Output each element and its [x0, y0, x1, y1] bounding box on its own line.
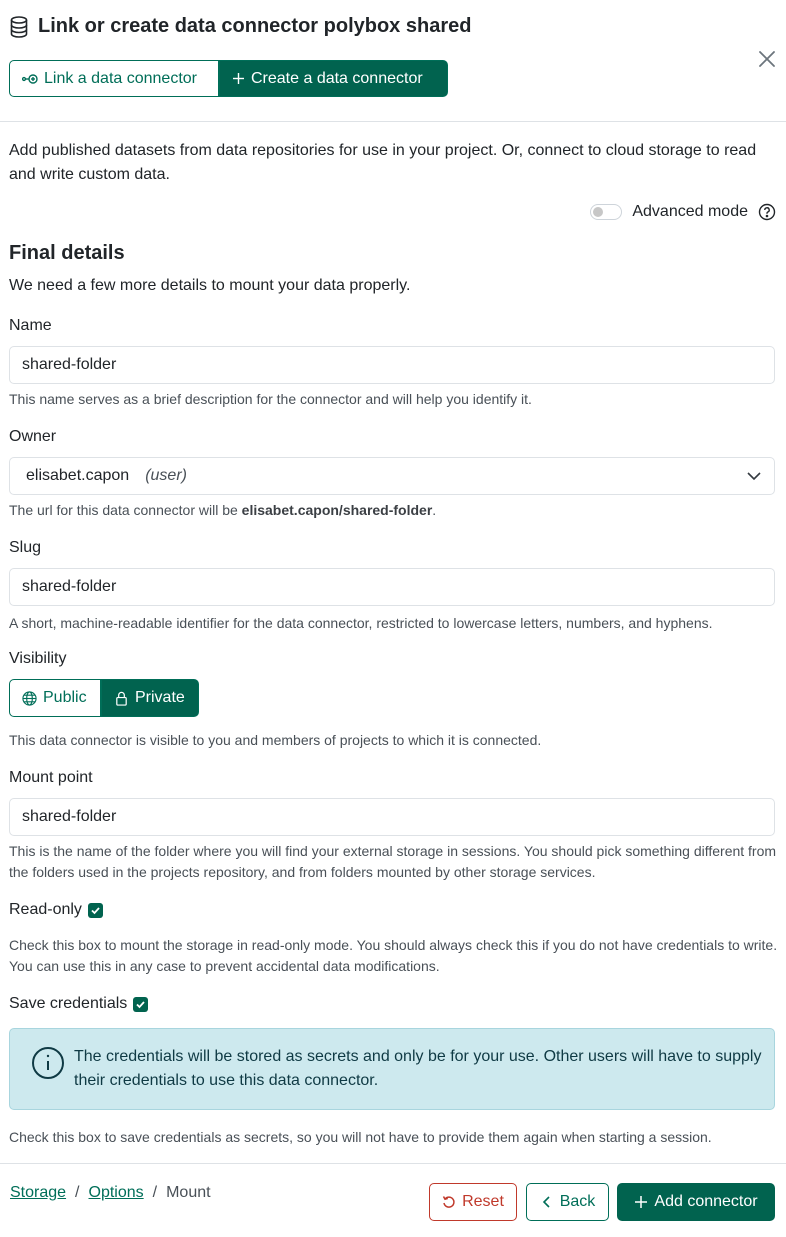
read-only-checkbox[interactable] — [88, 903, 103, 918]
add-connector-label: Add connector — [654, 1193, 758, 1210]
slug-help: A short, machine-readable identifier for the data connector, restricted to lowercase letters, numbers, and hyphens. — [9, 615, 713, 631]
back-button[interactable] — [526, 1183, 609, 1221]
chevron-down-icon — [746, 468, 762, 484]
name-help: This name serves as a brief description for the connector and will help you identify it. — [9, 391, 532, 407]
reset-label: Reset — [462, 1193, 504, 1210]
advanced-mode-row — [590, 203, 776, 221]
modal-title-row — [10, 15, 471, 38]
check-icon — [135, 999, 146, 1010]
advanced-mode-label: Advanced mode — [632, 203, 748, 220]
slug-input[interactable] — [9, 568, 775, 606]
breadcrumb-separator: / — [152, 1184, 158, 1201]
slug-label: Slug — [9, 539, 42, 556]
create-data-connector-label: Create a data connector — [251, 69, 423, 87]
link-icon — [22, 73, 38, 85]
visibility-private-button[interactable] — [101, 679, 199, 717]
link-data-connector-label: Link a data connector — [44, 69, 197, 87]
lock-icon — [114, 691, 129, 706]
question-circle-icon[interactable] — [758, 203, 776, 221]
mount-point-label: Mount point — [9, 769, 93, 786]
save-credentials-label: Save credentials — [9, 995, 128, 1012]
database-icon — [10, 16, 28, 38]
mount-point-help: This is the name of the folder where you will find your external storage in sessions. You should pick something different from the folders used in the projects repository, and from folders mounted by other storage services. — [9, 843, 777, 880]
breadcrumb-storage[interactable]: Storage — [10, 1184, 67, 1201]
visibility-toggle-group — [9, 679, 199, 717]
mount-point-input[interactable] — [9, 798, 775, 836]
breadcrumb-mount: Mount — [166, 1184, 211, 1201]
breadcrumb-options[interactable]: Options — [88, 1184, 144, 1201]
modal-header — [0, 0, 786, 122]
modal-title: Link or create data connector polybox shared — [38, 15, 472, 37]
reset-button[interactable] — [429, 1183, 517, 1221]
link-data-connector-button[interactable] — [9, 60, 219, 97]
create-data-connector-button[interactable] — [219, 60, 448, 97]
breadcrumb-separator: / — [75, 1184, 80, 1201]
advanced-mode-switch[interactable] — [590, 204, 622, 220]
save-credentials-help: Check this box to save credentials as secrets, so you will not have to provide them again when starting a session. — [9, 1129, 712, 1145]
owner-label: Owner — [9, 428, 57, 445]
owner-help-prefix: The url for this data connector will be — [9, 502, 242, 518]
read-only-label: Read-only — [9, 901, 82, 918]
owner-help-url: elisabet.capon/shared-folder — [241, 502, 433, 518]
owner-value: elisabet.capon — [26, 467, 130, 484]
plus-icon — [634, 1195, 648, 1209]
plus-icon — [232, 72, 245, 85]
info-circle-icon — [31, 1046, 65, 1080]
mode-toggle-group — [9, 60, 448, 97]
name-input[interactable] — [9, 346, 775, 384]
breadcrumb — [10, 1184, 211, 1202]
owner-selected — [26, 467, 187, 485]
section-title: Final details — [9, 242, 125, 264]
modal-footer — [0, 1163, 786, 1237]
visibility-public-button[interactable] — [9, 679, 101, 717]
save-credentials-checkbox[interactable] — [133, 997, 148, 1012]
owner-help — [9, 500, 779, 521]
mount-point-value: shared-folder — [22, 808, 117, 825]
name-label: Name — [9, 317, 52, 334]
read-only-help: Check this box to mount the storage in read-only mode. You should always check this if you do not have credentials to write. You can use this in any case to prevent accidental data modifications. — [9, 937, 778, 974]
read-only-row — [9, 901, 103, 919]
intro-text: Add published datasets from data repositories for use in your project. Or, connect to cloud storage to read and write custom data. — [9, 142, 757, 183]
owner-help-suffix: . — [432, 502, 437, 518]
add-connector-button[interactable] — [617, 1183, 775, 1221]
credentials-info-alert — [9, 1028, 775, 1110]
reset-icon — [442, 1195, 456, 1209]
credentials-info-text: The credentials will be stored as secrets and only be for your use. Other users will have to supply their credentials to use this data connector. — [74, 1048, 762, 1089]
visibility-public-label: Public — [43, 689, 87, 706]
check-icon — [90, 905, 101, 916]
back-label: Back — [559, 1193, 596, 1210]
section-subtitle: We need a few more details to mount your data properly. — [9, 277, 411, 294]
visibility-private-label: Private — [135, 689, 185, 706]
owner-type: (user) — [145, 467, 187, 484]
chevron-left-icon — [540, 1195, 554, 1209]
save-credentials-row — [9, 995, 148, 1013]
visibility-help: This data connector is visible to you and members of projects to which it is connected. — [9, 732, 542, 748]
owner-select[interactable] — [9, 457, 775, 495]
globe-icon — [22, 691, 37, 706]
name-value: shared-folder — [22, 356, 117, 373]
visibility-label: Visibility — [9, 650, 67, 667]
slug-value: shared-folder — [22, 578, 117, 595]
close-icon[interactable] — [756, 48, 778, 70]
